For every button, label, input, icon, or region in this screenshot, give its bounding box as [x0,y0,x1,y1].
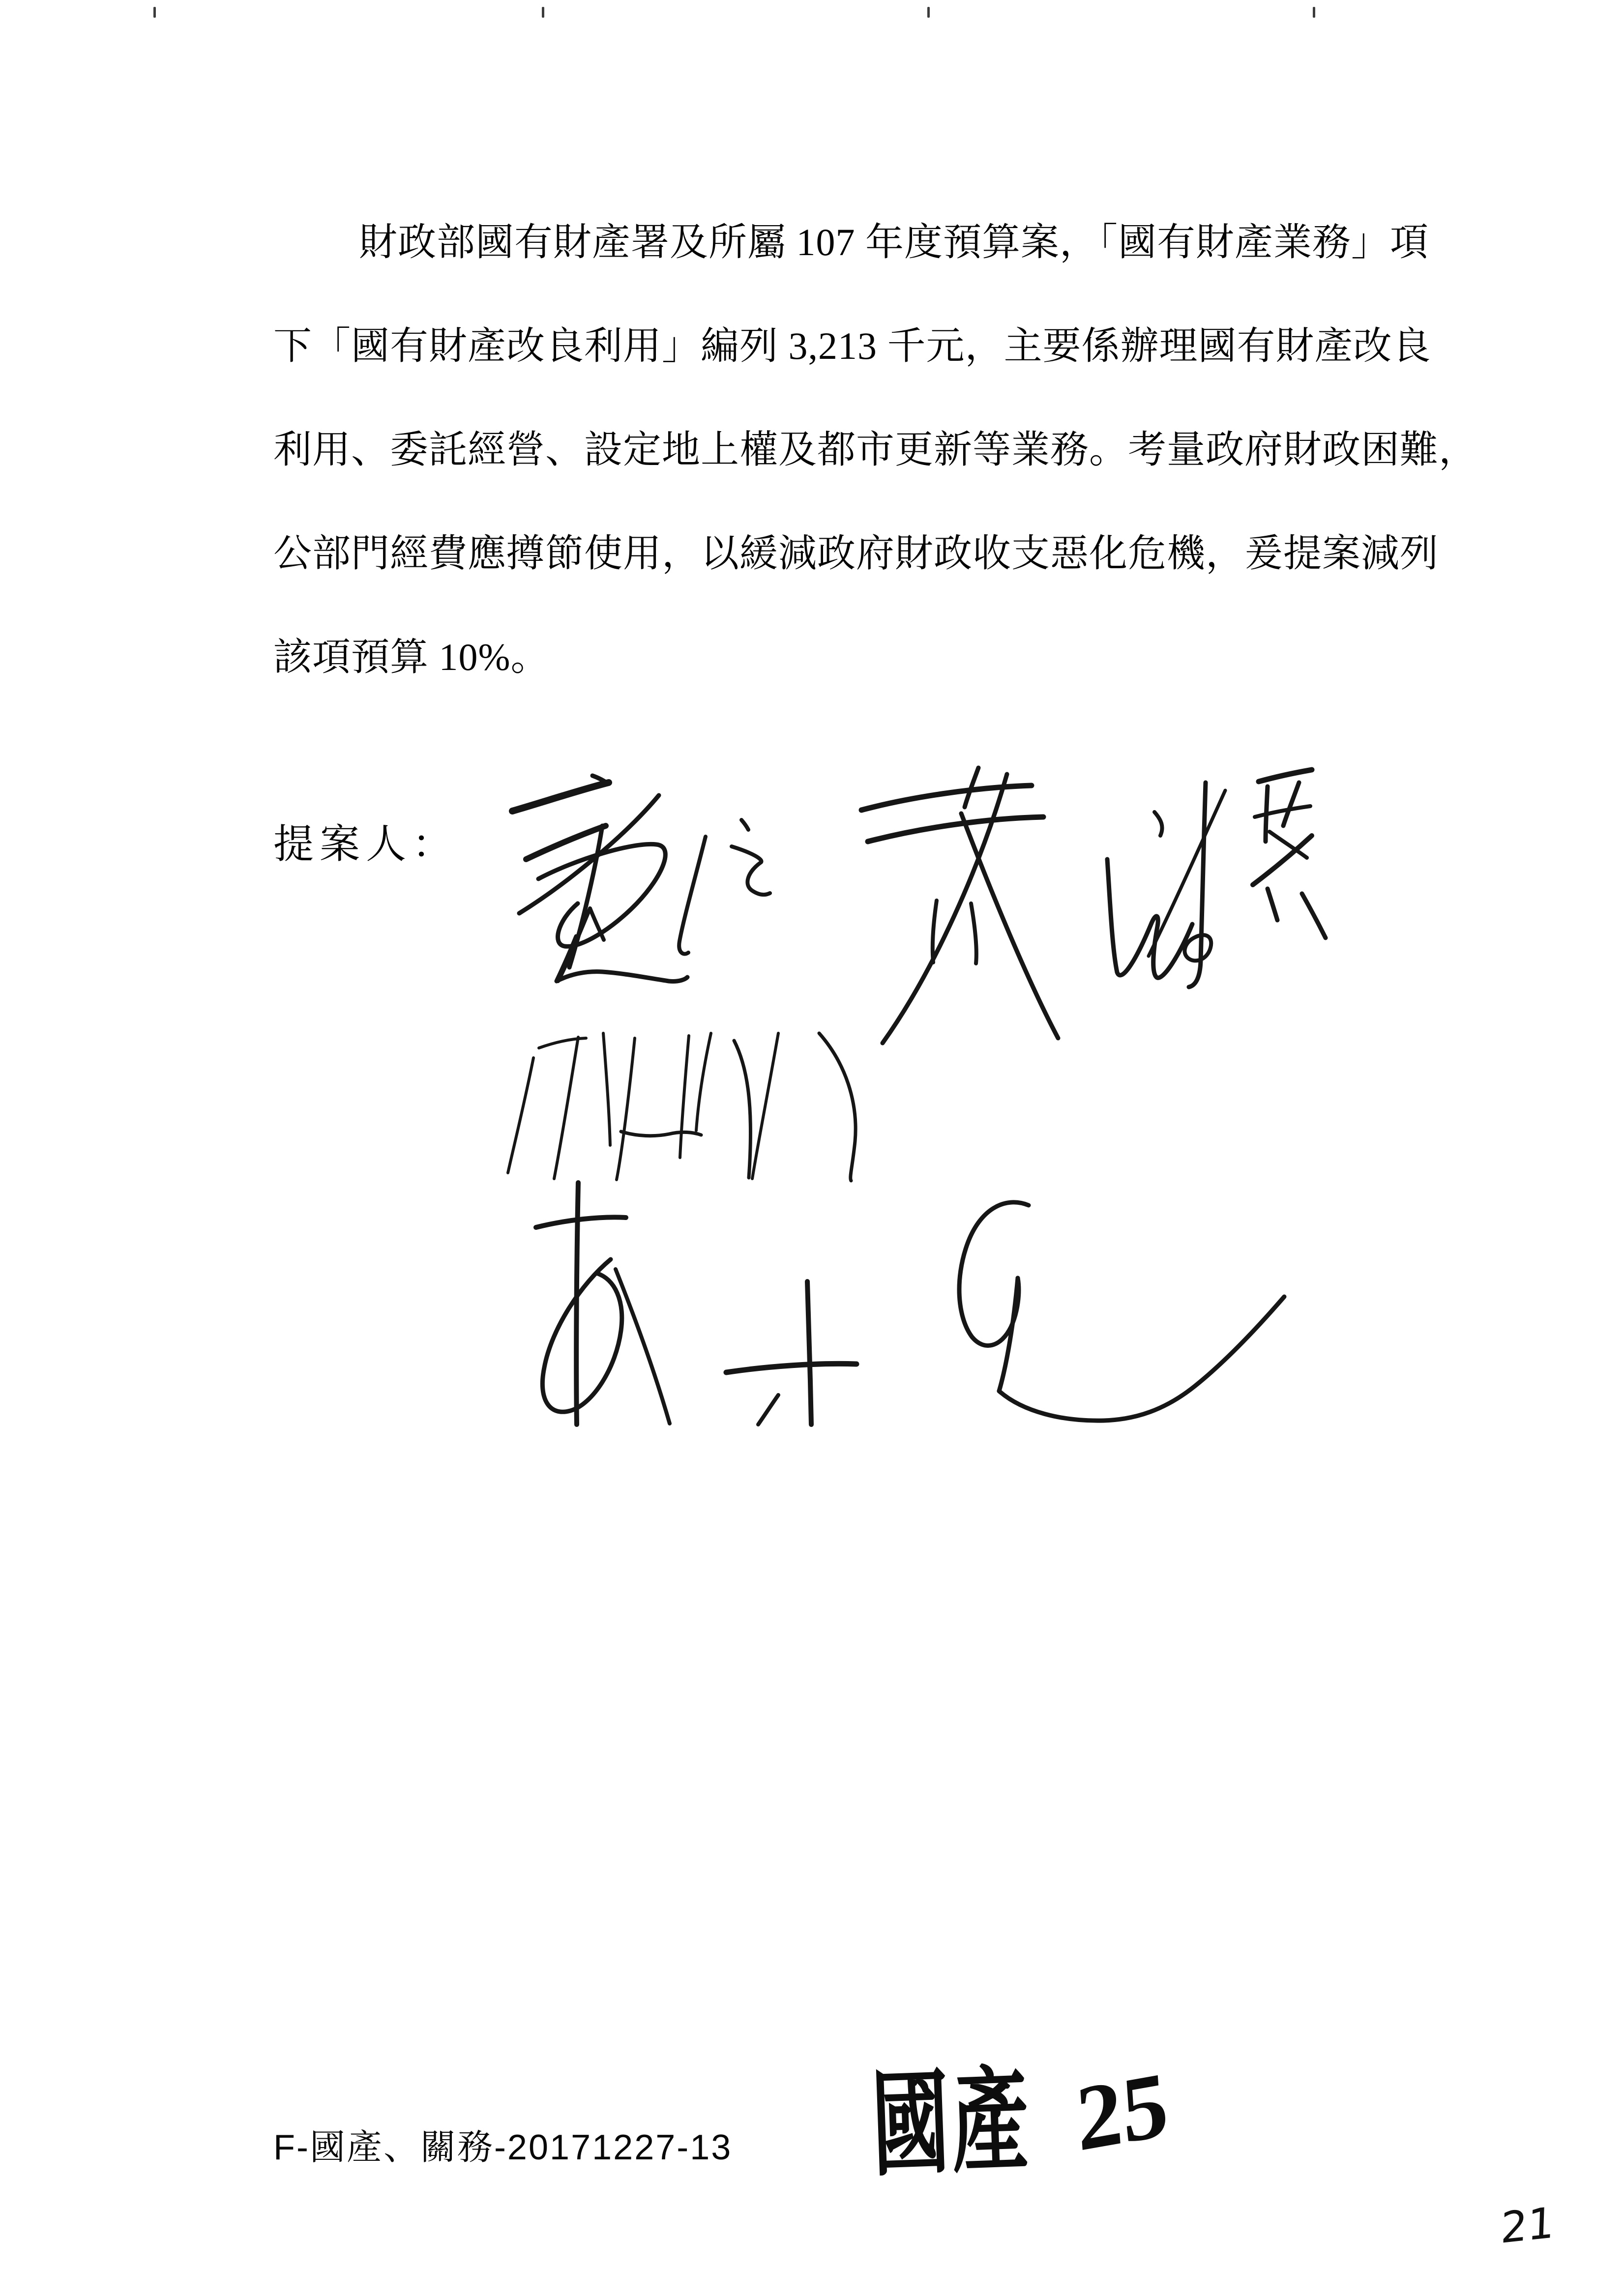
signature-1 [512,768,1058,1043]
handwritten-page-number: 21 [1500,2198,1555,2254]
proposer-label: 提案人： [273,822,459,867]
signature-2 [1107,770,1326,987]
paragraph-line: 下「國有財產改良利用」編列 3,213 千元，主要係辦理國有財產改良 [273,324,1431,367]
signature-3 [508,1033,856,1181]
paragraph-line: 財政部國有財產署及所屬 107 年度預算案，「國有財產業務」項 [359,221,1429,263]
footer-reference-code: F-國產、關務-20171227-13 [273,2128,733,2167]
handwritten-docket-stamp [868,2024,1171,2198]
signature-4 [536,1183,1284,1424]
paragraph-line: 公部門經費應撙節使用，以緩減政府財政收支惡化危機，爰提案減列 [273,532,1439,575]
docket-stamp-text: 國產 [869,2058,1033,2190]
paragraph-line: 該項預算 10%。 [273,636,550,678]
paragraph-line: 利用、委託經營、設定地上權及都市更新等業務。考量政府財政困難， [273,428,1478,471]
docket-stamp-number: 25 [1073,2052,1172,2171]
